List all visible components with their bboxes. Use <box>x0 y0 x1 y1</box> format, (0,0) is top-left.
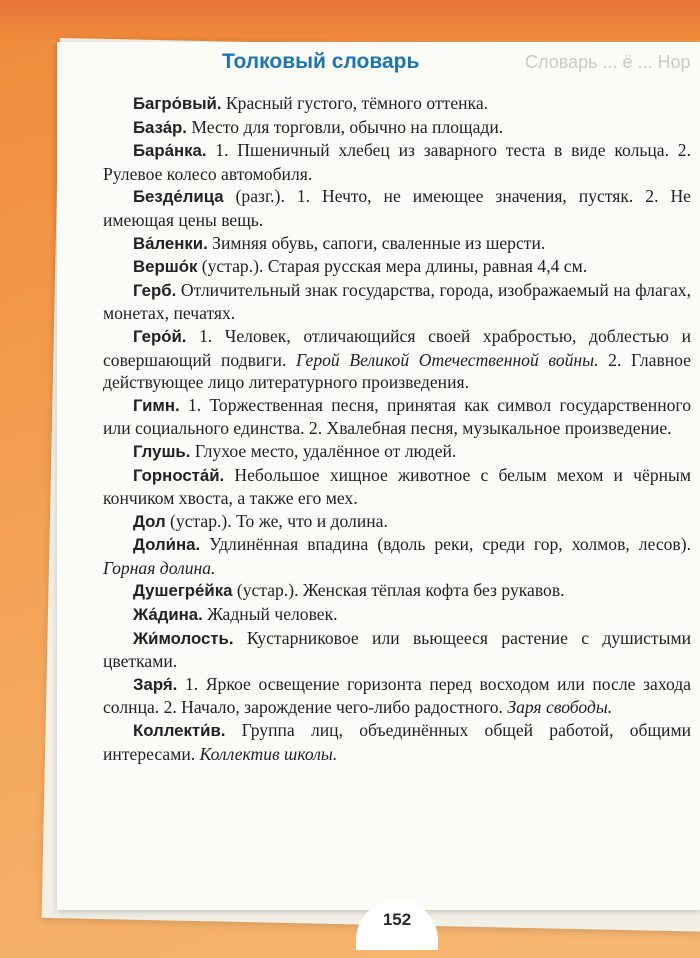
top-stripe <box>0 0 700 40</box>
bleed-through-text: Словарь ... ё ... Hop <box>525 52 691 72</box>
entry-term: Ва́ленки. <box>133 233 208 253</box>
entry-definition: (устар.). Женская тёплая кофта без рукавов. <box>232 580 565 601</box>
entry-term: Заря́. <box>133 674 178 694</box>
entry-bagrovy <box>103 92 691 116</box>
entry-bazar <box>103 116 691 140</box>
dictionary-content <box>103 92 691 765</box>
entry-definition: Группа лиц, объединённых общей работой, общими интересами. <box>103 720 691 764</box>
entry-definition: (разг.). 1. Нечто, не имеющее значения, пустяк. 2. Не имеющая цены вещь. <box>103 186 691 230</box>
entry-definition: Место для торговли, обычно на площади. <box>186 116 504 137</box>
entry-term: Горноста́й. <box>133 465 225 485</box>
entry-term: Жи́молость. <box>133 628 234 648</box>
entry-kollektiv <box>103 719 691 765</box>
entry-term: Геро́й. <box>133 326 187 346</box>
entry-dol <box>103 510 691 534</box>
entry-term: Гимн. <box>133 395 180 415</box>
entry-term: Душегре́йка <box>133 581 233 601</box>
entry-zhimolost <box>103 627 691 673</box>
entry-dolina <box>103 533 691 579</box>
entry-example: Заря свободы. <box>507 697 613 718</box>
entry-definition-tail: 2. Главное действующее лицо литературного произведения. <box>103 349 691 393</box>
entry-example: Герой Великой Отечественной войны. <box>296 349 599 370</box>
entry-geroy <box>103 325 691 394</box>
entry-term: Безде́лица <box>133 187 224 207</box>
entry-definition: Кустарниковое или вьющееся растение с душистыми цветками. <box>103 627 691 672</box>
entry-definition: 1. Яркое освещение горизонта перед восходом или после захода солнца. 2. Начало, зарождение чего-либо радостного. <box>103 673 691 718</box>
entry-valenki <box>103 232 691 256</box>
entry-example: Горная долина. <box>103 557 216 578</box>
entry-term: Багро́вый. <box>133 94 222 113</box>
entry-baranka <box>103 139 691 185</box>
entry-term: База́р. <box>133 117 187 137</box>
entry-term: Доли́на. <box>133 535 201 555</box>
entry-zhadina <box>103 603 691 627</box>
entry-definition: 1. Торжественная песня, принятая как символ государственного или социального единства. 2. Хвалебная песня, музыкальное произведение. <box>103 394 691 439</box>
entry-glush <box>103 440 691 464</box>
page-number: 152 <box>382 910 412 929</box>
entry-term: Герб. <box>133 280 177 300</box>
entry-definition: Зимняя обувь, сапоги, сваленные из шерсти. <box>207 232 546 253</box>
entry-definition: Удлинённая впадина (вдоль реки, среди гор, холмов, лесов). <box>200 534 691 555</box>
entry-bezdelitsa <box>103 185 691 231</box>
entry-zarya <box>103 673 691 719</box>
entry-definition: (устар.). То же, что и долина. <box>165 510 388 531</box>
entry-term: Жа́дина. <box>133 605 203 625</box>
entry-gimn <box>103 394 691 440</box>
entry-definition: 1. Человек, отличающийся своей храбростью, доблестью и совершающий подвиги. <box>103 325 691 370</box>
entry-definition: (устар.). Старая русская мера длины, равная 4,4 см. <box>197 256 588 277</box>
entry-term: Вершо́к <box>133 257 198 277</box>
page-title: Толковый словарь <box>222 50 420 73</box>
entry-term: Бара́нка. <box>133 141 207 161</box>
entry-definition: 1. Пшеничный хлебец из заварного теста в виде кольца. 2. Рулевое колесо автомобиля. <box>103 140 691 184</box>
entry-definition: Отличительный знак государства, города, изображаемый на флагах, монетах, печатях. <box>103 279 691 324</box>
entry-term: Дол <box>133 511 166 531</box>
entry-dushegreyka <box>103 579 691 603</box>
entry-gerb <box>103 279 691 325</box>
entry-term: Коллекти́в. <box>133 721 226 741</box>
entry-vershok <box>103 255 691 279</box>
entry-term: Глушь. <box>133 441 191 461</box>
entry-definition: Жадный человек. <box>202 604 338 625</box>
entry-definition: Красный густого, тёмного оттенка. <box>221 93 489 113</box>
entry-definition: Глухое место, удалённое от людей. <box>190 440 457 461</box>
entry-definition: Небольшое хищное животное с белым мехом и чёрным кончиком хвоста, а также его мех. <box>103 464 691 509</box>
entry-example: Коллектив школы. <box>199 743 338 764</box>
entry-gornostay <box>103 464 691 510</box>
